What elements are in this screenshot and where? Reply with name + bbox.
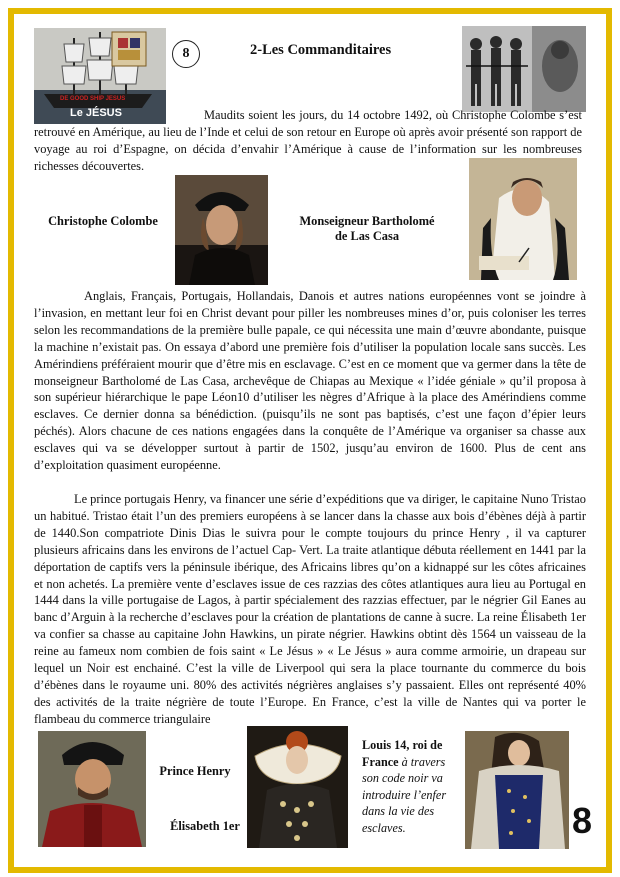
ship-caption: Le JÉSUS xyxy=(70,107,122,119)
louis-caption-italic: à travers son code noir va introduire l’enfer dans la vie des esclaves. xyxy=(362,754,447,835)
columbus-portrait xyxy=(175,175,268,285)
paragraph-1 xyxy=(34,288,586,474)
caption-columbus: Christophe Colombe xyxy=(48,214,158,228)
louis-xiv-portrait xyxy=(465,731,569,849)
page-number: 8 xyxy=(572,800,593,841)
paragraph-2 xyxy=(34,491,586,728)
prince-henry-portrait xyxy=(38,731,146,847)
caption-elisabeth: Élisabeth 1er xyxy=(170,819,240,833)
page-number-circle: 8 xyxy=(172,40,200,68)
caption-lascasas: Monseigneur Bartholomé de Las Casa xyxy=(299,214,435,243)
caption-henry: Prince Henry xyxy=(159,764,231,778)
intro-text: Maudits soient les jours, du 14 octobre 1492, où Christophe Colombe s’est retrouvé en Amérique, au lieu de l’Inde et celui de son retour en Europe où après avoir présenté son rapport de voyage au roi d’Espagne, on décida d’envahir l’Amérique à cause de l’information sur les nombreuses richesses découvertes. xyxy=(34,108,582,173)
page-title: 2-Les Commanditaires xyxy=(250,42,392,58)
louis-caption-bold: Louis 14, roi de France xyxy=(362,738,443,769)
paragraph-2-text: Le prince portugais Henry, va financer une série d’expéditions que va diriger, le capitaine Nuno Tristao un habitué. Tristao était l’un des premiers européens à se lancer dans la chasse aux bois d’ébènes déjà à partir de 1440.Son compatriote Dinis Dias le suivra pour le compte toujours du prince Henry , il va capturer plusieurs africains dans les environs de l’actuel Cap- Vert. La traite atlantique débuta réellement en 1441 par la déportation de captifs vers la péninsule ibérique, des Africains libres qu’on a kidnappé sur les côtes africaines et non achetés. La première vente d’esclaves issue de ces razzias des côtes atlantiques aura lieu au Portugal en 1444 dans la ville portugaise de Lagos, à partir spécialement des razzias effectuer, par le négrier Gil Eanes au banc d’Arguin à la recherche d’esclaves pour la création de plantations de canne à sucre. La reine Élisabeth 1er va confier sa chasse au capitaine John Hawkins, un pirate négrier. Hawkins obtint dès 1564 un vaisseau de la reine au fameux nom combien de fois saint « Le Jésus » « Le Jésus » aura comme armoirie, un drapeau sur lequel un Noir est enchainé. C’est la ville de Liverpool qui sera la place tournante du commerce du bois d’ébènes dans le royaume uni. 80% des activités négrières anglaises s’y passaient. Elles ont représenté 40% des activités de la traite négrière de toute l’Europe. En France, c’est la ville de Nantes qui va porter le flambeau du commerce triangulaire xyxy=(34,492,586,726)
elisabeth-portrait xyxy=(247,726,348,848)
ship-subcaption: DE GOOD SHIP JESUS xyxy=(60,96,126,102)
lascasas-portrait xyxy=(469,158,577,280)
slaves-engraving-image xyxy=(462,26,586,112)
louis-caption xyxy=(362,737,460,837)
paragraph-1-text: Anglais, Français, Portugais, Hollandais, Danois et autres nations européennes vont se joindre à l’invasion, en mettant leur foi en Christ devant pour piller les nombreuses mines d’or, puis coloniser les terres selon les recommandations de la première bulle papale, ce qui nécessita une main d’œuvre abondante, puisque la machine n’existait pas. On essaya d’abord une première fois d’utiliser la population locale sans succès. Les Amérindiens préféraient mourir que d’être mis en esclavage. C’est en ce moment que va germer dans la tête de monseigneur Bartholomé de Las Casa, archevêque de Chiapas au Mexique « l’idée géniale » qu’il proposa à son supérieur hiérarchique le pape Léon10 d’utiliser les nègres d’Afrique à la place des Amérindiens comme esclaves. Ce dernier donna sa bénédiction. (puisqu’ils ne sont pas baptisés, c’est une façon d’épier leurs péchés). Alors chacune de ces nations engagées dans la conquête de l’Amérique va organiser sa chasse aux esclaves qui va se développer surtout à partir de 1502, jusqu’au environ de 1600. Plus de cent ans d’exploitation quasiment européenne. xyxy=(34,289,586,473)
